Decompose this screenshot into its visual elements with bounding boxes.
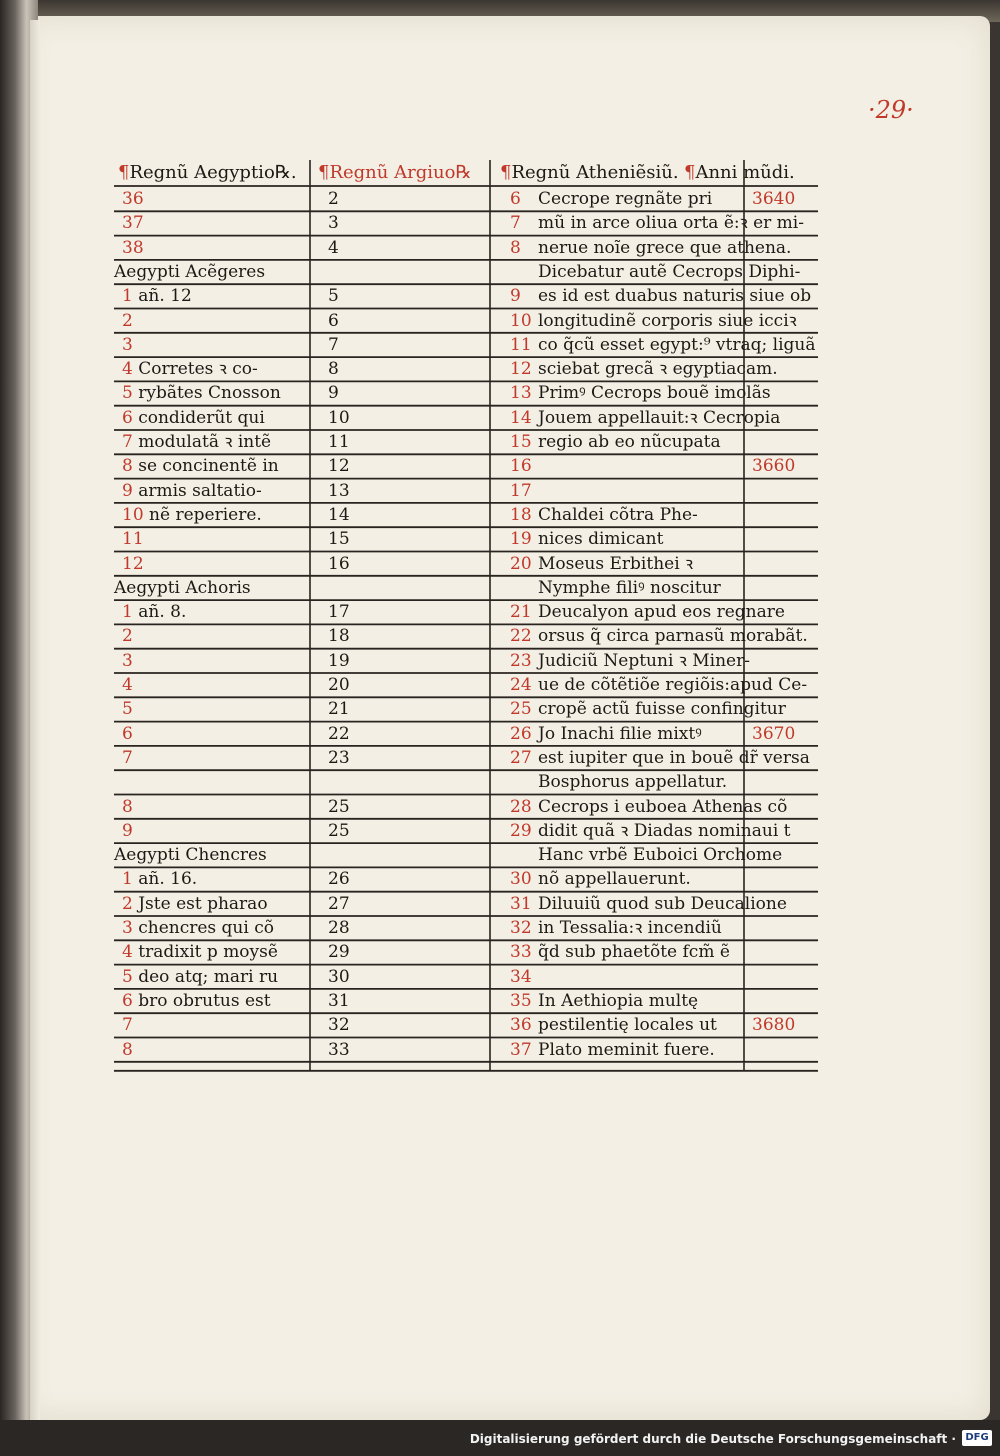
header-regnum-atheniensium: ¶Regnũ Atheniẽsiũ. bbox=[500, 162, 679, 183]
page-number: ·29· bbox=[868, 96, 914, 124]
cell-c: 10 bbox=[510, 310, 532, 331]
cell-b: 23 bbox=[328, 747, 350, 768]
cell-a: 5 bbox=[122, 699, 133, 720]
cell-a: 9 bbox=[122, 820, 133, 841]
cell-c: 20 bbox=[510, 553, 532, 574]
cell-a: 8 bbox=[122, 1039, 133, 1060]
cell-c: 8 bbox=[510, 237, 521, 258]
cell-b: 31 bbox=[328, 990, 350, 1011]
cell-a: 6 condiderũt qui bbox=[122, 407, 265, 428]
cell-a: 6 bbox=[122, 723, 133, 744]
cell-a: 4 bbox=[122, 675, 133, 695]
cell-c: 21 bbox=[510, 602, 532, 623]
cell-d: Jo Inachi filie mixtꝰ bbox=[538, 723, 702, 744]
cell-a: Aegypti Achoris bbox=[114, 577, 251, 598]
cell-c: 19 bbox=[510, 529, 532, 550]
cell-a: Aegypti Acẽgeres bbox=[114, 261, 266, 282]
cell-b: 33 bbox=[328, 1039, 350, 1060]
header-regnum-aegyptiorum: ¶Regnũ Aegyptio℞. bbox=[118, 162, 297, 183]
cell-b: 26 bbox=[328, 869, 350, 890]
cell-b: 7 bbox=[328, 334, 339, 355]
cell-b: 22 bbox=[328, 723, 350, 744]
cell-d: in Tessalia:ꝛ incendiũ bbox=[538, 918, 722, 938]
cell-c: 9 bbox=[510, 286, 521, 307]
cell-b: 13 bbox=[328, 480, 350, 501]
cell-d: Cecrope regnãte pri bbox=[538, 189, 713, 209]
header-regnum-argivorum: ¶Regnũ Argiuo℞ bbox=[318, 162, 472, 183]
cell-a: 2 Jste est pharao bbox=[122, 893, 268, 914]
cell-c: 31 bbox=[510, 893, 532, 914]
cell-a: 7 modulatã ꝛ intẽ bbox=[122, 432, 272, 452]
cell-a: 5 rybãtes Cnosson bbox=[122, 383, 281, 404]
cell-a: 8 bbox=[122, 796, 133, 817]
cell-d: nerue noĩe grece que athena. bbox=[538, 237, 792, 258]
cell-d: Primꝰ Cecrops bouẽ imolãs bbox=[538, 383, 771, 404]
cell-a: 11 bbox=[122, 529, 144, 550]
cell-c: 7 bbox=[510, 213, 521, 234]
cell-c: 24 bbox=[510, 675, 532, 695]
cell-b: 5 bbox=[328, 286, 339, 307]
cell-d: Dicebatur autẽ Cecrops Diphi- bbox=[538, 261, 801, 282]
cell-a: 12 bbox=[122, 553, 144, 574]
cell-c: 27 bbox=[510, 747, 532, 768]
cell-a: 1 añ. 12 bbox=[122, 286, 192, 307]
cell-b: 12 bbox=[328, 456, 350, 477]
cell-a: 4 Corretes ꝛ co- bbox=[122, 359, 258, 380]
cell-a: Aegypti Chencres bbox=[114, 845, 267, 866]
cell-b: 19 bbox=[328, 650, 350, 671]
cell-d: est iupiter que in bouẽ dr̃ versa bbox=[538, 747, 810, 768]
cell-b: 25 bbox=[328, 820, 350, 841]
cell-d: Deucalyon apud eos regnare bbox=[538, 602, 785, 623]
cell-a: 38 bbox=[122, 237, 144, 258]
cell-d: Nymphe filiꝰ noscitur bbox=[538, 577, 721, 598]
cell-d: Chaldei cõtra Phe- bbox=[538, 504, 698, 525]
cell-a: 4 tradixit p moysẽ bbox=[122, 942, 278, 963]
cell-b: 2 bbox=[328, 189, 339, 209]
cell-d: Cecrops i euboea Athenas cõ bbox=[538, 796, 788, 817]
cell-c: 34 bbox=[510, 966, 532, 987]
cell-b: 18 bbox=[328, 626, 350, 647]
footer-credit: Digitalisierung gefördert durch die Deutsche Forschungsgemeinschaft · bbox=[469, 1432, 956, 1446]
cell-b: 10 bbox=[328, 407, 350, 428]
cell-d: pestilentię locales ut bbox=[538, 1015, 717, 1036]
dfg-logo: DFG bbox=[962, 1430, 992, 1446]
cell-c: 30 bbox=[510, 869, 532, 890]
cell-b: 4 bbox=[328, 237, 339, 258]
cell-b: 21 bbox=[328, 699, 350, 720]
cell-d: cropẽ actũ fuisse confingitur bbox=[538, 699, 786, 720]
cell-c: 32 bbox=[510, 918, 532, 938]
cell-c: 16 bbox=[510, 456, 532, 477]
cell-d: Moseus Erbithei ꝛ bbox=[538, 553, 694, 574]
cell-b: 30 bbox=[328, 966, 350, 987]
cell-b: 11 bbox=[328, 432, 350, 452]
cell-d: co q̃cũ esset egypt:⁹ vtraq; liguã bbox=[538, 334, 816, 355]
cell-b: 3 bbox=[328, 213, 339, 234]
cell-a: 10 nẽ reperiere. bbox=[122, 504, 262, 525]
cell-a: 1 añ. 16. bbox=[122, 869, 198, 890]
cell-a: 2 bbox=[122, 626, 133, 647]
cell-a: 7 bbox=[122, 747, 133, 768]
cell-c: 13 bbox=[510, 383, 532, 404]
cell-b: 6 bbox=[328, 310, 339, 331]
cell-c: 29 bbox=[510, 820, 532, 841]
cell-d: Jouem appellauit:ꝛ Cecropia bbox=[538, 407, 781, 428]
cell-b: 17 bbox=[328, 602, 350, 623]
cell-c: 33 bbox=[510, 942, 532, 963]
cell-e: 3680 bbox=[752, 1015, 796, 1036]
cell-c: 11 bbox=[510, 334, 532, 355]
cell-c: 28 bbox=[510, 796, 532, 817]
cell-d: sciebat grecã ꝛ egyptiacam. bbox=[538, 359, 778, 380]
cell-d: q̃d sub phaetõte fcm̃ ẽ bbox=[538, 942, 730, 963]
cell-b: 25 bbox=[328, 796, 350, 817]
cell-d: ue de cõtẽtiõe regiõis:apud Ce- bbox=[538, 675, 808, 695]
cell-a: 2 bbox=[122, 310, 133, 331]
cell-d: Bosphorus appellatur. bbox=[538, 772, 728, 793]
cell-a: 37 bbox=[122, 213, 144, 234]
cell-b: 20 bbox=[328, 675, 350, 695]
cell-c: 15 bbox=[510, 432, 532, 452]
cell-c: 37 bbox=[510, 1039, 532, 1060]
cell-d: Hanc vrbẽ Euboici Orchome bbox=[538, 845, 783, 866]
cell-d: mũ in arce oliua orta ẽ:ꝛ er mi- bbox=[538, 213, 804, 234]
cell-d: longitudinẽ corporis siue icciꝛ bbox=[538, 310, 797, 331]
cell-a: 36 bbox=[122, 189, 144, 209]
cell-a: 5 deo atq; mari ru bbox=[122, 966, 279, 987]
cell-b: 16 bbox=[328, 553, 350, 574]
cell-e: 3660 bbox=[752, 456, 796, 477]
cell-d: Diluuiũ quod sub Deucalione bbox=[538, 893, 787, 914]
cell-a: 7 bbox=[122, 1015, 133, 1036]
cell-b: 28 bbox=[328, 918, 350, 938]
cell-d: In Aethiopia multę bbox=[538, 990, 699, 1011]
cell-c: 22 bbox=[510, 626, 532, 647]
cell-d: nices dimicant bbox=[538, 529, 664, 550]
cell-c: 6 bbox=[510, 189, 521, 209]
cell-c: 26 bbox=[510, 723, 532, 744]
cell-a: 1 añ. 8. bbox=[122, 602, 187, 623]
cell-a: 3 bbox=[122, 334, 133, 355]
cell-d: nõ appellauerunt. bbox=[538, 869, 691, 890]
cell-b: 32 bbox=[328, 1015, 350, 1036]
cell-c: 35 bbox=[510, 990, 532, 1011]
cell-e: 3670 bbox=[752, 723, 796, 744]
cell-d: orsus q̃ circa parnasũ morabãt. bbox=[538, 626, 808, 647]
cell-a: 9 armis saltatio- bbox=[122, 480, 262, 501]
cell-a: 3 bbox=[122, 650, 133, 671]
cell-d: Plato meminit fuere. bbox=[538, 1039, 715, 1060]
cell-b: 27 bbox=[328, 893, 350, 914]
cell-d: regio ab eo nũcupata bbox=[538, 432, 721, 452]
cell-b: 9 bbox=[328, 383, 339, 404]
cell-c: 14 bbox=[510, 407, 532, 428]
cell-c: 23 bbox=[510, 650, 532, 671]
cell-a: 3 chencres qui cõ bbox=[122, 918, 274, 938]
cell-b: 14 bbox=[328, 504, 350, 525]
cell-c: 17 bbox=[510, 480, 532, 501]
cell-d: didit quã ꝛ Diadas nominaui t bbox=[538, 820, 791, 841]
cell-b: 29 bbox=[328, 942, 350, 963]
cell-b: 15 bbox=[328, 529, 350, 550]
cell-d: es id est duabus naturis siue ob bbox=[538, 286, 812, 307]
cell-c: 12 bbox=[510, 359, 532, 380]
header-anni-mundi: ¶Anni mũdi. bbox=[684, 162, 795, 183]
cell-e: 3640 bbox=[752, 189, 796, 209]
cell-a: 8 se concinentẽ in bbox=[122, 456, 279, 477]
cell-c: 36 bbox=[510, 1015, 532, 1036]
cell-b: 8 bbox=[328, 359, 339, 380]
cell-a: 6 bro obrutus est bbox=[122, 990, 271, 1011]
cell-c: 25 bbox=[510, 699, 532, 720]
cell-c: 18 bbox=[510, 504, 532, 525]
cell-d: Judiciũ Neptuni ꝛ Miner- bbox=[538, 650, 750, 671]
